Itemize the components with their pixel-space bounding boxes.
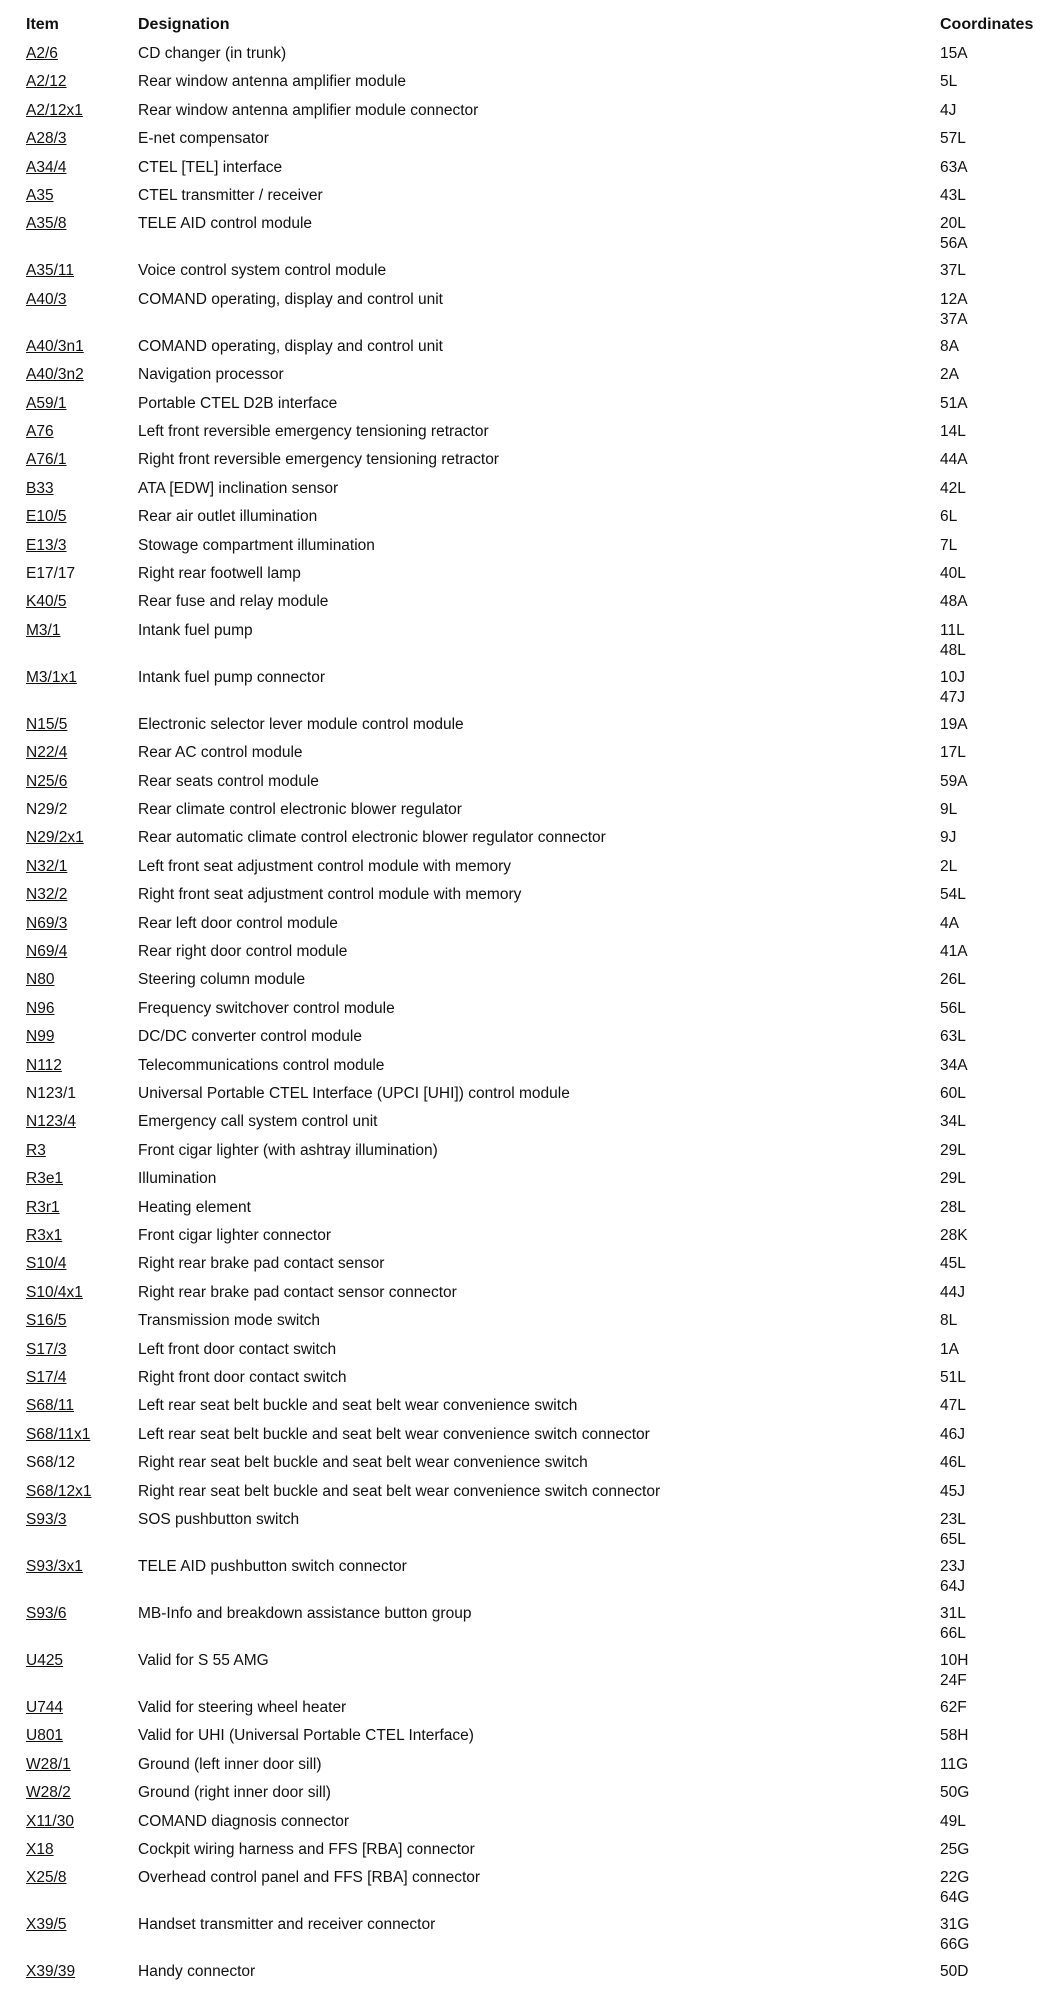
- item-coordinates: [940, 479, 966, 499]
- item-coordinates: [940, 1698, 967, 1718]
- item-link[interactable]: N15/5: [26, 715, 68, 733]
- coordinate-value: 56L: [940, 999, 966, 1017]
- item-link[interactable]: R3e1: [26, 1170, 64, 1188]
- item-coordinates: [940, 857, 957, 877]
- column-header-item: Item: [26, 16, 59, 33]
- item-designation: Rear left door control module: [138, 914, 338, 932]
- item-designation: Ground (left inner door sill): [138, 1755, 322, 1773]
- item-link[interactable]: A40/3n2: [26, 366, 84, 384]
- column-header-designation: Designation: [138, 16, 230, 33]
- coordinate-value: 10J: [940, 668, 965, 686]
- coordinate-value: 62F: [940, 1699, 967, 1716]
- coordinate-value: 37L: [940, 262, 966, 280]
- item-designation: DC/DC converter control module: [138, 1028, 362, 1046]
- item-coordinates: [940, 158, 968, 178]
- item-coordinates: [940, 1311, 957, 1331]
- coordinate-value: 31L: [940, 1605, 966, 1622]
- item-designation: Rear right door control module: [138, 943, 348, 960]
- item-link[interactable]: A28/3: [26, 130, 67, 148]
- item-designation: Right front reversible emergency tensioning retractor: [138, 451, 499, 469]
- item-coordinates: [940, 743, 966, 763]
- coordinate-value: 29L: [940, 1170, 966, 1188]
- coordinate-value: 45L: [940, 1255, 966, 1273]
- item-link[interactable]: N96: [26, 999, 55, 1017]
- coordinate-value: 66G: [940, 1936, 970, 1954]
- coordinate-value: 7L: [940, 536, 958, 554]
- item-coordinates: [940, 1915, 969, 1955]
- item-coordinates: [940, 1340, 959, 1360]
- item-coordinates: [940, 1396, 966, 1416]
- item-link[interactable]: S68/11: [26, 1397, 74, 1415]
- coordinate-value: 66L: [940, 1625, 966, 1642]
- coordinate-value: 28K: [940, 1227, 968, 1244]
- item-designation: Rear climate control electronic blower regulator: [138, 801, 462, 818]
- item-designation: Transmission mode switch: [138, 1312, 321, 1330]
- item-coordinates: [940, 1283, 965, 1303]
- item-link[interactable]: S16/5: [26, 1312, 67, 1330]
- item-link[interactable]: S68/11x1: [26, 1425, 91, 1443]
- item-coordinates: [940, 800, 957, 820]
- coordinate-value: 11L: [940, 621, 965, 639]
- item-designation: Valid for UHI (Universal Portable CTEL Interface): [138, 1727, 474, 1745]
- item-coordinates: [940, 1141, 966, 1161]
- item-designation: Rear seats control module: [138, 772, 319, 790]
- coordinate-value: 49L: [940, 1812, 966, 1830]
- item-coordinates: [940, 1453, 966, 1473]
- item-coordinates: [940, 942, 968, 962]
- item-designation: Right front seat adjustment control module with memory: [138, 886, 522, 904]
- coordinate-value: 29L: [940, 1141, 966, 1159]
- item-designation: Front cigar lighter (with ashtray illumination): [138, 1141, 438, 1159]
- item-coordinates: [940, 214, 968, 254]
- item-coordinates: [940, 72, 957, 92]
- coordinate-value: 23L: [940, 1511, 966, 1528]
- item-designation: Handy connector: [138, 1963, 256, 1981]
- coordinate-value: 37A: [940, 310, 968, 328]
- item-designation: Rear automatic climate control electronic blower regulator connector: [138, 829, 606, 847]
- item-designation: Navigation processor: [138, 366, 284, 384]
- item-coordinates: [940, 261, 966, 281]
- item-coordinates: [940, 290, 968, 330]
- coordinate-value: 50D: [940, 1963, 969, 1981]
- item-designation: TELE AID control module: [138, 215, 313, 233]
- item-link[interactable]: A35: [26, 187, 54, 204]
- item-designation: Front cigar lighter connector: [138, 1227, 331, 1244]
- item-link[interactable]: N80: [26, 971, 55, 989]
- item-designation: Rear air outlet illumination: [138, 508, 318, 526]
- coordinate-value: 15A: [940, 45, 968, 62]
- item-designation: SOS pushbutton switch: [138, 1511, 300, 1528]
- item-link[interactable]: X18: [26, 1841, 54, 1858]
- coordinate-value: 50G: [940, 1784, 970, 1802]
- item-coordinates: [940, 999, 966, 1019]
- item-coordinates: [940, 592, 968, 612]
- item-coordinates: [940, 1557, 965, 1597]
- coordinate-value: 46L: [940, 1454, 966, 1472]
- item-designation: Right rear brake pad contact sensor: [138, 1255, 385, 1273]
- coordinate-value: 48L: [940, 641, 966, 659]
- item-designation: Portable CTEL D2B interface: [138, 394, 338, 412]
- item-designation: Cockpit wiring harness and FFS [RBA] connector: [138, 1841, 475, 1858]
- item-designation: Frequency switchover control module: [138, 999, 395, 1017]
- item-coordinates: [940, 1604, 966, 1644]
- item-coordinates: [940, 186, 966, 206]
- item-link[interactable]: S93/6: [26, 1605, 67, 1622]
- item-coordinates: [940, 668, 965, 708]
- item-designation: Left front door contact switch: [138, 1340, 337, 1358]
- item-coordinates: [940, 1783, 969, 1803]
- item-designation: Valid for steering wheel heater: [138, 1699, 347, 1716]
- item-designation: Right rear seat belt buckle and seat belt wear convenience switch: [138, 1454, 588, 1472]
- coordinate-value: 4A: [940, 914, 959, 932]
- coordinate-value: 9L: [940, 801, 958, 818]
- item-code: E17/17: [26, 565, 76, 582]
- item-designation: Handset transmitter and receiver connector: [138, 1916, 436, 1934]
- coordinate-value: 45J: [940, 1482, 965, 1500]
- item-link[interactable]: N29/2x1: [26, 829, 84, 847]
- coordinate-value: 63L: [940, 1028, 966, 1046]
- coordinate-value: 9J: [940, 829, 957, 847]
- coordinate-value: 63A: [940, 158, 968, 176]
- coordinate-value: 47L: [940, 1397, 966, 1415]
- item-designation: Voice control system control module: [138, 262, 387, 280]
- item-designation: Heating element: [138, 1198, 251, 1216]
- column-header-coordinates: Coordinates: [940, 16, 1034, 33]
- coordinate-value: 26L: [940, 971, 966, 989]
- item-coordinates: [940, 621, 966, 661]
- item-designation: CTEL [TEL] interface: [138, 158, 283, 176]
- coordinate-value: 8A: [940, 337, 959, 355]
- item-link[interactable]: M3/1: [26, 621, 61, 639]
- item-coordinates: [940, 394, 968, 414]
- item-link[interactable]: R3r1: [26, 1198, 60, 1216]
- item-designation: MB-Info and breakdown assistance button group: [138, 1605, 472, 1622]
- item-designation: Right front door contact switch: [138, 1369, 347, 1386]
- coordinate-value: 6L: [940, 508, 958, 526]
- item-link[interactable]: S68/12x1: [26, 1482, 92, 1500]
- item-designation: Right rear seat belt buckle and seat belt wear convenience switch connector: [138, 1482, 661, 1500]
- item-link[interactable]: N32/1: [26, 857, 68, 875]
- item-coordinates: [940, 1510, 966, 1550]
- item-designation: Left front seat adjustment control module with memory: [138, 857, 512, 875]
- item-coordinates: [940, 885, 966, 905]
- item-link[interactable]: A35/8: [26, 215, 67, 233]
- item-designation: Valid for S 55 AMG: [138, 1652, 269, 1669]
- item-link[interactable]: A76/1: [26, 451, 67, 469]
- item-link[interactable]: A2/12x1: [26, 101, 83, 119]
- coordinate-value: 5L: [940, 73, 958, 91]
- item-link[interactable]: E13/3: [26, 536, 67, 554]
- item-link[interactable]: X11/30: [26, 1812, 74, 1830]
- item-link[interactable]: X25/8: [26, 1869, 67, 1887]
- item-designation: E-net compensator: [138, 130, 269, 148]
- item-designation: Left rear seat belt buckle and seat belt wear convenience switch: [138, 1397, 578, 1415]
- item-designation: Rear fuse and relay module: [138, 593, 329, 611]
- item-coordinates: [940, 1198, 966, 1218]
- item-designation: Intank fuel pump: [138, 621, 253, 639]
- item-designation: Right rear footwell lamp: [138, 565, 301, 582]
- coordinate-value: 40L: [940, 565, 966, 582]
- coordinate-value: 43L: [940, 187, 966, 204]
- item-coordinates: [940, 1027, 966, 1047]
- item-designation: CTEL transmitter / receiver: [138, 187, 323, 204]
- item-link[interactable]: R3x1: [26, 1227, 63, 1244]
- item-designation: Steering column module: [138, 971, 306, 989]
- item-link[interactable]: A2/12: [26, 73, 67, 91]
- item-designation: Illumination: [138, 1170, 217, 1188]
- item-link[interactable]: A59/1: [26, 394, 67, 412]
- item-link[interactable]: A34/4: [26, 158, 67, 176]
- coordinate-value: 54L: [940, 886, 966, 904]
- item-link[interactable]: A35/11: [26, 262, 74, 280]
- item-link[interactable]: S10/4: [26, 1255, 67, 1273]
- item-designation: Stowage compartment illumination: [138, 536, 375, 554]
- item-coordinates: [940, 1962, 968, 1982]
- item-designation: TELE AID pushbutton switch connector: [138, 1558, 407, 1575]
- item-coordinates: [940, 1056, 968, 1076]
- item-link[interactable]: X39/5: [26, 1916, 67, 1934]
- item-coordinates: [940, 536, 957, 556]
- coordinate-value: 10H: [940, 1652, 969, 1669]
- coordinate-value: 4J: [940, 101, 957, 119]
- item-coordinates: [940, 507, 957, 527]
- item-link[interactable]: N99: [26, 1028, 55, 1046]
- item-link[interactable]: M3/1x1: [26, 668, 77, 686]
- item-designation: Left front reversible emergency tensioning retractor: [138, 423, 489, 440]
- item-coordinates: [940, 914, 959, 934]
- item-link[interactable]: S93/3x1: [26, 1558, 83, 1575]
- item-designation: Overhead control panel and FFS [RBA] connector: [138, 1869, 481, 1887]
- coordinate-value: 22G: [940, 1869, 970, 1887]
- item-designation: COMAND operating, display and control unit: [138, 337, 443, 355]
- coordinate-value: 25G: [940, 1841, 970, 1858]
- coordinate-value: 1A: [940, 1340, 959, 1358]
- item-link[interactable]: W28/2: [26, 1784, 71, 1802]
- item-coordinates: [940, 1226, 968, 1246]
- item-link[interactable]: E10/5: [26, 508, 67, 526]
- coordinate-value: 34A: [940, 1056, 968, 1074]
- item-coordinates: [940, 1482, 965, 1502]
- item-link[interactable]: A40/3n1: [26, 337, 84, 355]
- coordinate-value: 23J: [940, 1558, 965, 1575]
- item-coordinates: [940, 970, 966, 990]
- item-designation: CD changer (in trunk): [138, 45, 287, 62]
- coordinate-value: 2L: [940, 857, 958, 875]
- item-coordinates: [940, 828, 956, 848]
- item-designation: Emergency call system control unit: [138, 1113, 378, 1131]
- item-link[interactable]: N123/4: [26, 1113, 76, 1131]
- coordinate-value: 11G: [940, 1755, 969, 1773]
- item-link[interactable]: A76: [26, 423, 54, 440]
- item-link[interactable]: W28/1: [26, 1755, 71, 1773]
- item-link[interactable]: S93/3: [26, 1511, 67, 1528]
- coordinate-value: 20L: [940, 215, 966, 233]
- item-designation: COMAND operating, display and control unit: [138, 290, 443, 308]
- coordinate-value: 64J: [940, 1578, 965, 1595]
- item-coordinates: [940, 1254, 966, 1274]
- coordinate-value: 59A: [940, 772, 968, 790]
- item-coordinates: [940, 1812, 966, 1832]
- coordinate-value: 8L: [940, 1312, 958, 1330]
- item-coordinates: [940, 1084, 966, 1104]
- item-code: S68/12: [26, 1454, 76, 1472]
- item-coordinates: [940, 1425, 965, 1445]
- coordinate-value: 51L: [940, 1369, 966, 1386]
- coordinate-value: 44A: [940, 451, 968, 469]
- item-designation: Rear window antenna amplifier module connector: [138, 101, 479, 119]
- coordinate-value: 58H: [940, 1727, 969, 1745]
- coordinate-value: 31G: [940, 1916, 970, 1934]
- item-designation: Rear AC control module: [138, 744, 303, 762]
- item-link[interactable]: N25/6: [26, 772, 68, 790]
- item-coordinates: [940, 129, 966, 149]
- item-designation: ATA [EDW] inclination sensor: [138, 479, 339, 497]
- coordinate-value: 42L: [940, 479, 966, 497]
- item-link[interactable]: U425: [26, 1652, 64, 1669]
- item-link[interactable]: N69/4: [26, 943, 68, 960]
- item-link[interactable]: B33: [26, 479, 54, 497]
- coordinate-value: 19A: [940, 715, 968, 733]
- item-coordinates: [940, 450, 968, 470]
- coordinate-value: 14L: [940, 423, 966, 440]
- item-coordinates: [940, 1840, 969, 1860]
- item-link[interactable]: N69/3: [26, 914, 68, 932]
- item-coordinates: [940, 101, 956, 121]
- item-designation: Telecommunications control module: [138, 1056, 385, 1074]
- coordinate-value: 24F: [940, 1672, 967, 1689]
- item-designation: Right rear brake pad contact sensor connector: [138, 1283, 457, 1301]
- item-designation: Universal Portable CTEL Interface (UPCI [UHI]) control module: [138, 1085, 570, 1102]
- item-link[interactable]: K40/5: [26, 593, 67, 611]
- coordinate-value: 48A: [940, 593, 968, 611]
- item-code: N123/1: [26, 1085, 76, 1102]
- item-link[interactable]: S17/3: [26, 1340, 67, 1358]
- coordinate-value: 65L: [940, 1531, 966, 1548]
- coordinate-value: 64G: [940, 1889, 970, 1907]
- item-coordinates: [940, 337, 959, 357]
- item-coordinates: [940, 1868, 969, 1908]
- item-link[interactable]: A2/6: [26, 45, 58, 62]
- coordinate-value: 51A: [940, 394, 968, 412]
- item-coordinates: [940, 772, 968, 792]
- item-code: N29/2: [26, 801, 68, 818]
- item-link[interactable]: X39/39: [26, 1963, 76, 1981]
- item-link[interactable]: N32/2: [26, 886, 68, 904]
- item-designation: Left rear seat belt buckle and seat belt wear convenience switch connector: [138, 1425, 650, 1443]
- item-coordinates: [940, 1726, 968, 1746]
- coordinate-value: 57L: [940, 130, 966, 148]
- item-coordinates: [940, 715, 968, 735]
- item-link[interactable]: N22/4: [26, 744, 68, 762]
- item-link[interactable]: A40/3: [26, 290, 67, 308]
- item-link[interactable]: N112: [26, 1056, 62, 1074]
- item-link[interactable]: U744: [26, 1699, 64, 1716]
- item-link[interactable]: S10/4x1: [26, 1283, 83, 1301]
- coordinate-value: 17L: [940, 744, 966, 762]
- item-coordinates: [940, 1368, 966, 1388]
- item-coordinates: [940, 564, 966, 584]
- item-designation: Rear window antenna amplifier module: [138, 73, 406, 91]
- item-link[interactable]: U801: [26, 1727, 64, 1745]
- item-designation: COMAND diagnosis connector: [138, 1812, 350, 1830]
- coordinate-value: 46J: [940, 1425, 965, 1443]
- item-coordinates: [940, 44, 968, 64]
- coordinate-value: 2A: [940, 366, 959, 384]
- coordinate-value: 56A: [940, 235, 968, 253]
- item-coordinates: [940, 1112, 966, 1132]
- item-coordinates: [940, 1169, 966, 1189]
- coordinate-value: 60L: [940, 1085, 966, 1102]
- item-coordinates: [940, 1651, 968, 1691]
- coordinate-value: 47J: [940, 688, 965, 706]
- coordinate-value: 41A: [940, 943, 968, 960]
- coordinate-value: 44J: [940, 1283, 965, 1301]
- item-link[interactable]: R3: [26, 1141, 46, 1159]
- item-designation: Electronic selector lever module control module: [138, 715, 464, 733]
- item-coordinates: [940, 1755, 968, 1775]
- item-designation: Ground (right inner door sill): [138, 1784, 331, 1802]
- coordinate-value: 34L: [940, 1113, 966, 1131]
- item-link[interactable]: S17/4: [26, 1369, 67, 1386]
- item-designation: Intank fuel pump connector: [138, 668, 325, 686]
- item-coordinates: [940, 422, 966, 442]
- coordinate-value: 28L: [940, 1198, 966, 1216]
- coordinate-value: 12A: [940, 290, 968, 308]
- item-coordinates: [940, 365, 959, 385]
